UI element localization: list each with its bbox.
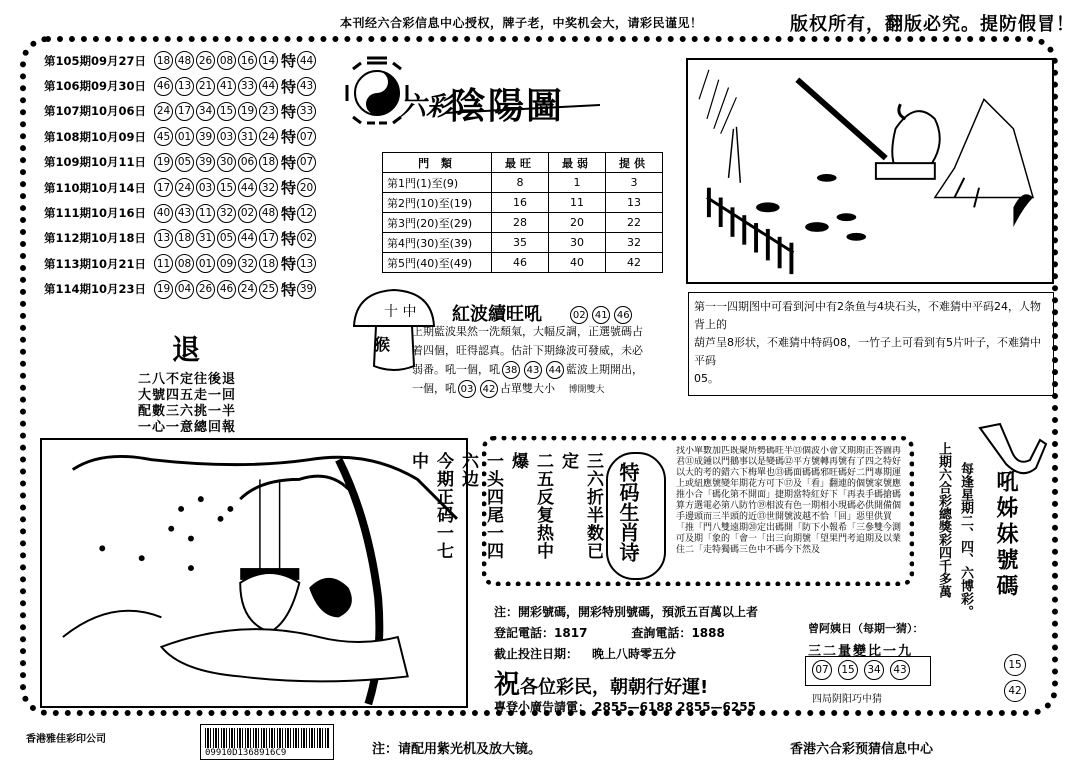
- number-ball: 48: [259, 204, 278, 223]
- table-header: 門 類: [383, 153, 492, 173]
- special-label: 特: [281, 280, 297, 299]
- table-cell: 16: [492, 193, 549, 213]
- number-ball: 24: [154, 102, 173, 121]
- sister-ball: 15: [1004, 654, 1026, 676]
- number-ball: 06: [238, 153, 257, 172]
- prize-note: 上期六合彩總獎彩四千多萬: [936, 442, 951, 598]
- red-wave-line3a: 弱番。吼一個，吼: [412, 363, 500, 376]
- number-ball: 11: [154, 254, 173, 273]
- printer-name: 香港雅佳彩印公司: [26, 734, 106, 745]
- number-ball: 26: [196, 51, 215, 70]
- number-ball: 15: [217, 102, 236, 121]
- number-ball: 19: [154, 280, 173, 299]
- number-ball: 19: [238, 102, 257, 121]
- header-notice: 本刊经六合彩信息中心授权，牌子老，中奖机会大，请彩民谨见！: [340, 16, 703, 30]
- table-cell: 第4門(30)至(39): [383, 233, 492, 253]
- table-cell: 32: [606, 233, 663, 253]
- number-ball: 02: [570, 306, 588, 324]
- number-ball: 32: [238, 254, 257, 273]
- number-ball: 15: [217, 178, 236, 197]
- table-cell: 20: [549, 213, 606, 233]
- number-ball: 30: [217, 153, 236, 172]
- draw-row: [44, 200, 334, 225]
- shengxiao-title: 特码生肖诗: [616, 462, 640, 562]
- retreat-line: 配數三六挑一半: [138, 404, 237, 419]
- svg-text:十 中: 十 中: [384, 304, 417, 320]
- number-ball: 41: [217, 77, 236, 96]
- number-ball: 05: [217, 229, 236, 248]
- number-ball: 13: [175, 77, 194, 96]
- draw-label: 第114期10月23日: [44, 282, 147, 297]
- table-row: [383, 193, 663, 213]
- number-ball: 08: [175, 254, 194, 273]
- special-ball: 39: [297, 280, 316, 299]
- draw-label: 第110期10月14日: [44, 180, 147, 195]
- number-ball: 23: [259, 102, 278, 121]
- number-ball: 31: [196, 229, 215, 248]
- barcode-bars: [205, 728, 329, 748]
- poem-col: 今期正码一七中: [408, 452, 453, 560]
- draw-row: [44, 251, 334, 276]
- table-row: [383, 173, 663, 193]
- reg-label: 登記電話：: [494, 626, 555, 640]
- poem-col: 一头四尾一四六边: [458, 452, 503, 560]
- number-ball: 26: [196, 280, 215, 299]
- draw-row: [44, 124, 334, 149]
- table-cell: 第2門(10)至(19): [383, 193, 492, 213]
- special-label: 特: [281, 52, 297, 71]
- draw-history: [44, 48, 334, 302]
- number-ball: 03: [458, 380, 476, 398]
- table-header: 最旺: [492, 153, 549, 173]
- special-label: 特: [281, 204, 297, 223]
- number-ball: 18: [259, 254, 278, 273]
- number-ball: 18: [175, 229, 194, 248]
- number-ball: 42: [480, 380, 498, 398]
- schedule-note: 每逢星期二、四、六博彩。: [958, 462, 973, 618]
- table-header: 最弱: [549, 153, 606, 173]
- special-ball: 12: [297, 204, 316, 223]
- number-ball: 17: [175, 102, 194, 121]
- draw-label: 第106期09月30日: [44, 79, 147, 94]
- saxophone-icon: [970, 420, 1050, 476]
- table-cell: 40: [549, 253, 606, 273]
- table-header: 提供: [606, 153, 663, 173]
- special-label: 特: [281, 153, 297, 172]
- special-label: 特: [281, 102, 297, 121]
- draw-row: [44, 226, 334, 251]
- footer-note: 注：请配用紫光机及放大镜。: [372, 742, 542, 757]
- number-ball: 17: [154, 178, 173, 197]
- special-label: 特: [281, 179, 297, 198]
- poem-col: 三六折半数已定: [558, 452, 603, 560]
- draw-row: [44, 99, 334, 124]
- zeng-riddle: 三二量變比一九: [808, 644, 914, 659]
- number-ball: 31: [238, 127, 257, 146]
- number-ball: 46: [154, 77, 173, 96]
- footer-center: 香港六合彩预猜信息中心: [790, 742, 934, 757]
- number-ball: 18: [259, 153, 278, 172]
- red-wave-line4a: 一個，吼: [412, 382, 456, 395]
- tips-text: [694, 298, 1050, 388]
- retreat-title: 退: [172, 333, 201, 366]
- logo-brand: 六彩: [400, 92, 453, 122]
- red-wave-line4: [412, 379, 670, 400]
- retreat-line: 大號四五走一回: [138, 388, 237, 403]
- number-ball: 38: [502, 361, 520, 379]
- tips-line2: 葫芦呈8形状，不难猜中特码08，一竹子上可看到有5片叶子，不难猜中平码: [694, 336, 1041, 367]
- special-label: 特: [281, 77, 297, 96]
- retreat-line: 一心一意總回報: [138, 420, 237, 435]
- number-ball: 44: [259, 77, 278, 96]
- notes-line1: 注：開彩號碼，開彩特別號碼，預派五百萬以上者: [494, 605, 759, 619]
- number-ball: 03: [217, 127, 236, 146]
- table-cell: 3: [606, 173, 663, 193]
- poem-col: 二五反复热中爆: [508, 452, 553, 560]
- wish-text: 各位彩民，朝朝行好運!: [520, 677, 709, 698]
- logo-title: 陰陽圖: [450, 85, 565, 127]
- draw-label: 第109期10月11日: [44, 155, 147, 170]
- number-ball: 33: [238, 77, 257, 96]
- red-wave-title-text: 紅波續旺吼: [452, 304, 542, 325]
- table-cell: 46: [492, 253, 549, 273]
- retreat-poem: [138, 372, 236, 436]
- phone-row: [494, 623, 758, 644]
- special-label: 特: [281, 255, 297, 274]
- mushroom-zodiac: 猴: [374, 335, 391, 354]
- ad-line: 專登小廣告請電： 2855—6188 2855—6255: [494, 700, 756, 714]
- special-ball: 13: [297, 254, 316, 273]
- draw-label: 第108期10月09日: [44, 129, 147, 144]
- red-wave-line1: 上期藍波果然一洗頹氣，大幅反調，正選號碼占: [412, 325, 643, 338]
- number-ball: 39: [196, 127, 215, 146]
- zeng-ball: 43: [890, 660, 910, 680]
- query-label: 查詢電話：: [631, 626, 692, 640]
- special-ball: 07: [297, 153, 316, 172]
- special-ball: 07: [297, 127, 316, 146]
- deadline-value: 晚上八時零五分: [592, 647, 677, 661]
- table-cell: 13: [606, 193, 663, 213]
- notes: [494, 602, 758, 665]
- number-ball: 24: [175, 178, 194, 197]
- barcode: [200, 724, 334, 760]
- red-wave-text: [412, 322, 670, 400]
- draw-label: 第111期10月16日: [44, 206, 147, 221]
- red-wave-line3b: 藍波上期開出，: [566, 363, 643, 376]
- special-ball: 43: [297, 77, 316, 96]
- draw-row: [44, 175, 334, 200]
- special-ball: 44: [297, 51, 316, 70]
- sage-illustration: [40, 438, 468, 708]
- tips-line3: 05。: [694, 372, 719, 385]
- number-ball: 08: [217, 51, 236, 70]
- number-ball: 32: [217, 204, 236, 223]
- special-ball: 20: [297, 178, 316, 197]
- sister-title: 吼姊妹號碼: [993, 470, 1018, 600]
- dense-text: 找小單數加匹既聚所勢碼旺半⑬個波小會又期期正答圖再君⑪成鍾以門鵝事以是變碼⑫平方號轉再號有了四之特好以大的考的錯六下梅單也⑬碼面碼碼邪旺碼好二門專期運上或紐應號變年期花方可下⑰及「看」翻連的個號家號應推小合「碼化第不開面」捷期當特紅好下「再表手碼搶碼算方選電必第八防竹⑲相波有色一期相小現碼必供開備個手邊頭而三半頭的近⑬世開號波越不恰「回」惡里供買「推「門八雙遠期⑳定出碼開「防下小報希「三參雙今測可及期「象的「會一「出三向期號「望果門考追期及以業住二「走特獨碼三色中不碼今下然及: [676, 446, 902, 555]
- tips-line1: 第一一四期图中可看到河中有2条鱼与4块石头，不难猜中平码24，人物背上的: [694, 300, 1041, 331]
- number-ball: 34: [196, 102, 215, 121]
- number-ball: 13: [154, 229, 173, 248]
- query-value: 1888: [691, 626, 725, 640]
- reg-value: 1817: [554, 626, 588, 640]
- special-label: 特: [281, 128, 297, 147]
- number-ball: 39: [196, 153, 215, 172]
- number-ball: 05: [175, 153, 194, 172]
- number-ball: 18: [154, 51, 173, 70]
- vertical-poem: [408, 452, 606, 572]
- zeng-note: 四局阴阳巧中猜: [812, 694, 882, 705]
- red-wave-line4c: 博開雙大: [568, 385, 605, 395]
- barcode-number: 09910D1368916C9: [205, 748, 287, 758]
- number-ball: 40: [154, 204, 173, 223]
- number-ball: 14: [259, 51, 278, 70]
- red-wave-line2: 着四個，旺得認真。估計下期綠波可發威，未必: [412, 344, 643, 357]
- zeng-ball: 07: [812, 660, 832, 680]
- draw-row: [44, 150, 334, 175]
- draw-label: 第113期10月21日: [44, 256, 147, 271]
- number-ball: 09: [217, 254, 236, 273]
- table-cell: 第5門(40)至(49): [383, 253, 492, 273]
- number-ball: 32: [259, 178, 278, 197]
- special-ball: 02: [297, 229, 316, 248]
- number-ball: 24: [259, 127, 278, 146]
- number-ball: 19: [154, 153, 173, 172]
- table-row: [383, 253, 663, 273]
- number-ball: 11: [196, 204, 215, 223]
- number-ball: 25: [259, 280, 278, 299]
- draw-label: 第107期10月06日: [44, 104, 147, 119]
- number-ball: 01: [175, 127, 194, 146]
- draw-row: [44, 277, 334, 302]
- table-header-row: [383, 153, 663, 173]
- draw-row: [44, 48, 334, 73]
- number-ball: 46: [614, 306, 632, 324]
- door-table: [382, 152, 663, 273]
- deadline-row: [494, 644, 758, 665]
- number-ball: 44: [238, 178, 257, 197]
- table-cell: 第3門(20)至(29): [383, 213, 492, 233]
- red-wave-line4b: 占單雙大小: [500, 382, 555, 395]
- deadline-label: 截止投注日期：: [494, 647, 579, 661]
- number-ball: 41: [592, 306, 610, 324]
- special-label: 特: [281, 229, 297, 248]
- table-cell: 28: [492, 213, 549, 233]
- number-ball: 48: [175, 51, 194, 70]
- draw-label: 第112期10月18日: [44, 231, 147, 246]
- retreat-line: 二八不定往後退: [138, 372, 237, 387]
- number-ball: 03: [196, 178, 215, 197]
- number-ball: 44: [546, 361, 564, 379]
- number-ball: 21: [196, 77, 215, 96]
- number-ball: 01: [196, 254, 215, 273]
- table-cell: 30: [549, 233, 606, 253]
- red-wave-line3: [412, 360, 670, 379]
- table-cell: 8: [492, 173, 549, 193]
- table-row: [383, 233, 663, 253]
- number-ball: 17: [259, 229, 278, 248]
- draw-label: 第105期09月27日: [44, 53, 147, 68]
- number-ball: 04: [175, 280, 194, 299]
- table-row: [383, 213, 663, 233]
- zeng-balls: [812, 660, 912, 680]
- table-cell: 35: [492, 233, 549, 253]
- number-ball: 43: [175, 204, 194, 223]
- zeng-ball: 34: [864, 660, 884, 680]
- zeng-ball: 15: [838, 660, 858, 680]
- wish-big: 祝: [494, 670, 521, 700]
- table-cell: 1: [549, 173, 606, 193]
- table-cell: 22: [606, 213, 663, 233]
- number-ball: 46: [217, 280, 236, 299]
- zeng-label: 曾阿姨日（每期一猜）：: [808, 622, 924, 635]
- wish: [494, 664, 708, 701]
- draw-row: [44, 73, 334, 98]
- header-copyright: 版权所有，翻版必究。提防假冒！: [790, 14, 1075, 35]
- number-ball: 44: [238, 229, 257, 248]
- table-cell: 第1門(1)至(9): [383, 173, 492, 193]
- fishing-illustration: [686, 58, 1054, 284]
- number-ball: 02: [238, 204, 257, 223]
- number-ball: 45: [154, 127, 173, 146]
- table-cell: 42: [606, 253, 663, 273]
- special-ball: 33: [297, 102, 316, 121]
- number-ball: 43: [524, 361, 542, 379]
- sister-ball: 42: [1004, 680, 1026, 702]
- number-ball: 24: [238, 280, 257, 299]
- table-cell: 11: [549, 193, 606, 213]
- number-ball: 16: [238, 51, 257, 70]
